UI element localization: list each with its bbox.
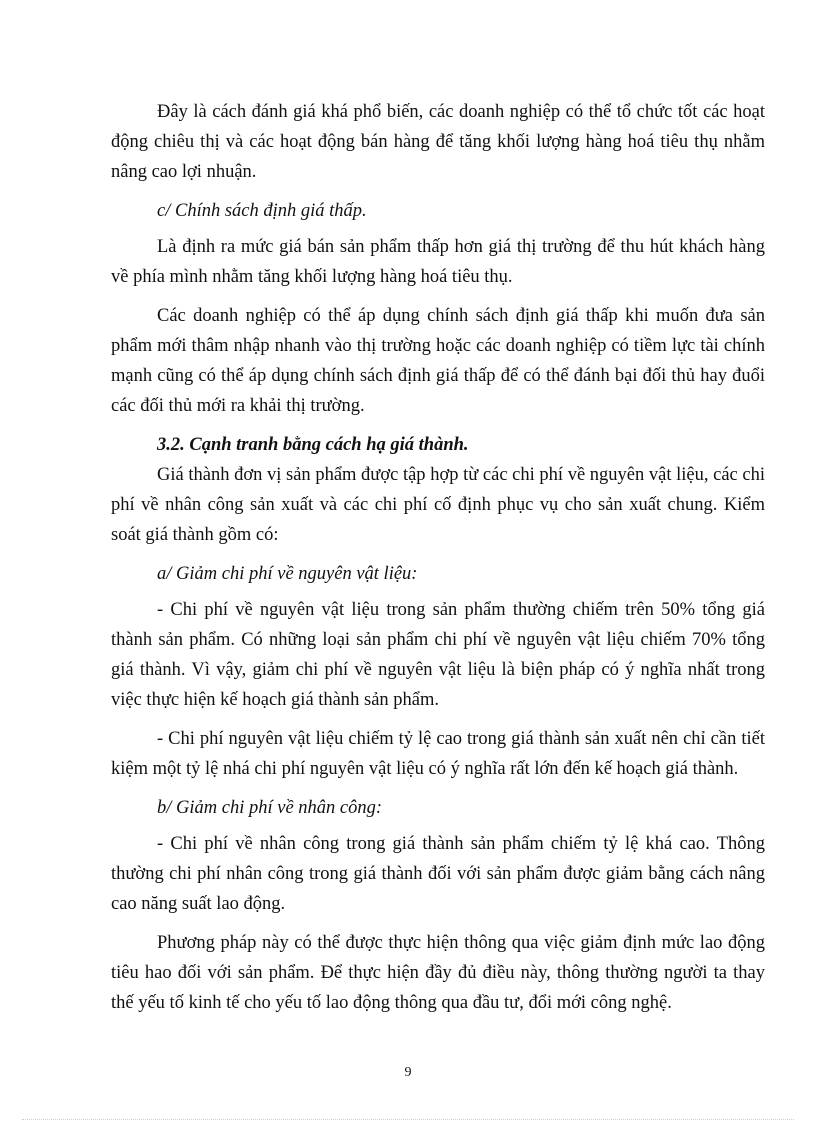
subheading-low-price-policy: c/ Chính sách định giá thấp. <box>157 201 367 221</box>
footer-divider <box>22 1119 794 1120</box>
subheading-material-cost: a/ Giảm chi phí về nguyên vật liệu: <box>157 564 418 584</box>
paragraph-material-cost-share: - Chi phí về nguyên vật liệu trong sản phẩm thường chiếm trên 50% tổng giá thành sản phẩm. Có những loại sản phẩm chi phí về nguyên vật liệu chiếm 70% tổng giá thành. Vì vậy, giảm chi phí về nguyên vật liệu là biện pháp có ý nghĩa nhất trong việc thực hiện kế hoạch giá thành sản phẩm. <box>111 600 765 710</box>
page-number: 9 <box>404 1065 412 1080</box>
paragraph-unit-cost: Giá thành đơn vị sản phẩm được tập hợp từ các chi phí về nguyên vật liệu, các chi phí về nhân công sản xuất và các chi phí cố định phục vụ cho sản xuất chung. Kiểm soát giá thành gồm có: <box>111 465 765 545</box>
page-body <box>111 97 765 1027</box>
paragraph-labor-norm-method: Phương pháp này có thể được thực hiện thông qua việc giảm định mức lao động tiêu hao đối với sản phẩm. Để thực hiện đầy đủ điều này, thông thường người ta thay thế yếu tố kinh tế cho yếu tố lao động thông qua đầu tư, đổi mới công nghệ. <box>111 933 765 1013</box>
section-heading-cost-reduction: 3.2. Cạnh tranh bằng cách hạ giá thành. <box>157 435 469 455</box>
paragraph-promotion-evaluation: Đây là cách đánh giá khá phổ biến, các doanh nghiệp có thể tổ chức tốt các hoạt động chiêu thị và các hoạt động bán hàng để tăng khối lượng hàng hoá tiêu thụ nhằm nâng cao lợi nhuận. <box>111 102 765 182</box>
paragraph-low-price-definition: Là định ra mức giá bán sản phẩm thấp hơn giá thị trường để thu hút khách hàng về phía mình nhằm tăng khối lượng hàng hoá tiêu thụ. <box>111 237 765 287</box>
paragraph-labor-cost-share: - Chi phí về nhân công trong giá thành sản phẩm chiếm tỷ lệ khá cao. Thông thường chi phí nhân công trong giá thành đối với sản phẩm được giảm bằng cách nâng cao năng suất lao động. <box>111 834 765 914</box>
subheading-labor-cost: b/ Giảm chi phí về nhân công: <box>157 798 383 818</box>
paragraph-material-cost-saving: - Chi phí nguyên vật liệu chiếm tỷ lệ cao trong giá thành sản xuất nên chỉ cần tiết kiệm một tỷ lệ nhá chi phí nguyên vật liệu có ý nghĩa rất lớn đến kế hoạch giá thành. <box>111 729 765 779</box>
paragraph-low-price-application: Các doanh nghiệp có thể áp dụng chính sách định giá thấp khi muốn đưa sản phẩm mới thâm nhập nhanh vào thị trường hoặc các doanh nghiệp có tiềm lực tài chính mạnh cũng có thể áp dụng chính sách định giá thấp để có thể đánh bại đối thủ hay đuổi các đối thủ mới ra khải thị trường. <box>111 306 765 416</box>
